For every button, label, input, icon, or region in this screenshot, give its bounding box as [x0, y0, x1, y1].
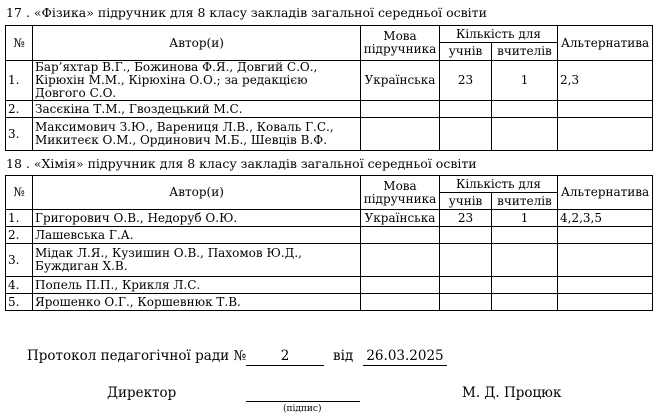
header-language-line1: Мова: [383, 178, 417, 193]
row-language: Українська: [361, 210, 440, 227]
protocol-date: 26.03.2025: [363, 348, 447, 366]
row-author: Лашевська Г.А.: [33, 227, 361, 244]
physics-textbook-table: [5, 25, 653, 151]
row-author: Ярошенко О.Г., Коршевнюк Т.В.: [33, 294, 361, 311]
header-language-line2: підручника: [363, 191, 437, 206]
from-label: від: [333, 348, 354, 364]
protocol-number: 2: [246, 348, 324, 366]
row-author: Бар’яхтар В.Г., Божинова Ф.Я., Довгий С.О., Кірюхін М.М., Кірюхіна О.О.; за редакцією Довгого С.О.: [33, 61, 361, 101]
section-title-chemistry: 18 . «Хімія» підручник для 8 класу закладів загальної середньої освіти: [6, 156, 477, 171]
row-number: 2.: [6, 101, 33, 118]
row-language: [361, 277, 440, 294]
row-language: [361, 294, 440, 311]
signature-caption: (підпис): [283, 404, 322, 414]
chemistry-textbook-table: [5, 175, 653, 311]
row-author: Григорович О.В., Недоруб О.Ю.: [33, 210, 361, 227]
row-teachers: [492, 227, 558, 244]
row-language: [361, 101, 440, 118]
row-students: [440, 294, 492, 311]
row-number: 4.: [6, 277, 33, 294]
row-alternative: 2,3: [558, 61, 653, 101]
header-alternative: Альтернатива: [558, 26, 653, 61]
row-author: Мідак Л.Я., Кузишин О.В., Пахомов Ю.Д., Буждиган Х.В.: [33, 244, 361, 277]
signature-line: [246, 384, 360, 402]
row-number: 2.: [6, 227, 33, 244]
row-number: 5.: [6, 294, 33, 311]
header-teachers: вчителів: [492, 43, 558, 61]
director-name: М. Д. Процюк: [462, 385, 562, 401]
row-teachers: [492, 101, 558, 118]
row-alternative: [558, 294, 653, 311]
row-alternative: [558, 244, 653, 277]
row-teachers: [492, 294, 558, 311]
row-students: [440, 244, 492, 277]
header-quantity: Кількість для: [440, 26, 558, 43]
row-teachers: [492, 244, 558, 277]
header-teachers: вчителів: [492, 193, 558, 210]
row-number: 3.: [6, 244, 33, 277]
header-language-line2: підручника: [363, 42, 437, 56]
table-row: [6, 101, 653, 118]
row-language: [361, 244, 440, 277]
row-number: 1.: [6, 61, 33, 101]
row-alternative: [558, 101, 653, 118]
table-row: [6, 227, 653, 244]
header-author: Автор(и): [33, 26, 361, 61]
row-teachers: [492, 277, 558, 294]
row-alternative: [558, 227, 653, 244]
row-students: [440, 227, 492, 244]
header-quantity: Кількість для: [440, 176, 558, 193]
table-row: [6, 61, 653, 101]
header-students: учнів: [440, 193, 492, 210]
row-language: Українська: [361, 61, 440, 101]
table-row: [6, 244, 653, 277]
row-author: Максимович З.Ю., Варениця Л.В., Коваль Г.С., Микитеєк О.М., Ординович М.Б., Шевців В.Ф.: [33, 118, 361, 151]
row-author: Попель П.П., Крикля Л.С.: [33, 277, 361, 294]
row-students: 23: [440, 61, 492, 101]
header-number: №: [6, 26, 33, 61]
section-title-physics: 17 . «Фізика» підручник для 8 класу закладів загальної середньої освіти: [6, 5, 487, 20]
row-teachers: [492, 118, 558, 151]
header-number: №: [6, 176, 33, 210]
row-number: 1.: [6, 210, 33, 227]
row-students: [440, 277, 492, 294]
header-alternative: Альтернатива: [558, 176, 653, 210]
header-language-line1: Мова: [383, 29, 417, 43]
row-number: 3.: [6, 118, 33, 151]
table-row: [6, 294, 653, 311]
table-row: [6, 118, 653, 151]
table-row: [6, 277, 653, 294]
protocol-label: Протокол педагогічної ради №: [27, 348, 247, 364]
row-students: [440, 101, 492, 118]
row-alternative: 4,2,3,5: [558, 210, 653, 227]
header-students: учнів: [440, 43, 492, 61]
row-teachers: 1: [492, 210, 558, 227]
row-teachers: 1: [492, 61, 558, 101]
header-author: Автор(и): [33, 176, 361, 210]
row-alternative: [558, 118, 653, 151]
row-language: [361, 118, 440, 151]
director-label: Директор: [107, 385, 177, 401]
row-author: Засєкіна Т.М., Гвоздецький М.С.: [33, 101, 361, 118]
row-students: [440, 118, 492, 151]
header-language: [361, 176, 440, 210]
row-language: [361, 227, 440, 244]
table-row: [6, 210, 653, 227]
header-language: [361, 26, 440, 61]
row-alternative: [558, 277, 653, 294]
row-students: 23: [440, 210, 492, 227]
